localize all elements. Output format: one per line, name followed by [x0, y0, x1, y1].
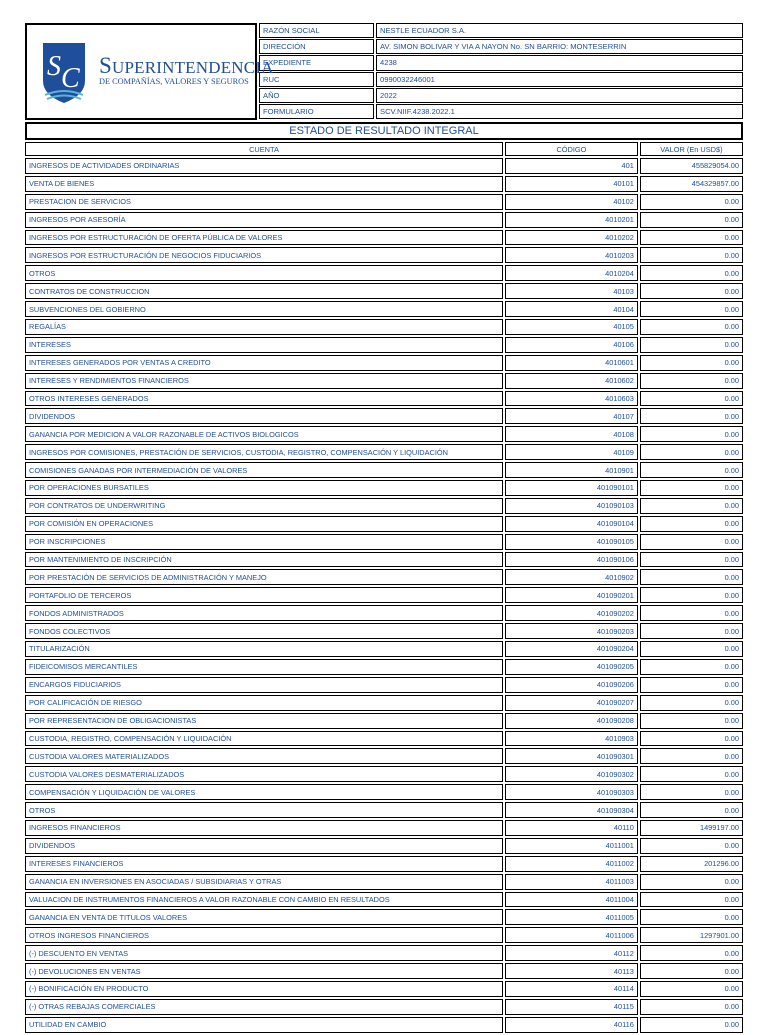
cell-codigo: 4010603 [505, 391, 638, 407]
cell-cuenta: REGALÍAS [25, 319, 503, 335]
cell-valor: 0.00 [640, 319, 743, 335]
table-row [25, 569, 743, 585]
cell-codigo: 401090304 [505, 802, 638, 818]
cell-valor: 0.00 [640, 963, 743, 979]
cell-codigo: 40108 [505, 426, 638, 442]
cell-valor: 0.00 [640, 641, 743, 657]
cell-cuenta: POR CALIFICACIÓN DE RIESGO [25, 695, 503, 711]
cell-valor: 0.00 [640, 945, 743, 961]
table-row [25, 748, 743, 764]
info-row [259, 23, 743, 38]
cell-valor: 0.00 [640, 713, 743, 729]
column-header-valor: VALOR (En USD$) [640, 142, 743, 156]
logo-subtitle: DE COMPAÑÍAS, VALORES Y SEGUROS [99, 77, 249, 86]
cell-codigo: 401090106 [505, 552, 638, 568]
table-row [25, 713, 743, 729]
info-value: SCV.NIIF.4238.2022.1 [376, 104, 743, 119]
cell-cuenta: POR INSCRIPCIONES [25, 534, 503, 550]
cell-codigo: 4010602 [505, 373, 638, 389]
cell-cuenta: ENCARGOS FIDUCIARIOS [25, 677, 503, 693]
cell-valor: 0.00 [640, 462, 743, 478]
cell-valor: 0.00 [640, 802, 743, 818]
cell-codigo: 40112 [505, 945, 638, 961]
cell-codigo: 401090205 [505, 659, 638, 675]
table-row [25, 623, 743, 639]
svg-text:S: S [47, 51, 61, 82]
info-label: AÑO [259, 88, 374, 103]
cell-valor: 0.00 [640, 569, 743, 585]
cell-codigo: 401090201 [505, 587, 638, 603]
table-row [25, 838, 743, 854]
cell-codigo: 4011004 [505, 892, 638, 908]
cell-valor: 0.00 [640, 784, 743, 800]
cell-valor: 0.00 [640, 480, 743, 496]
cell-cuenta: FONDOS ADMINISTRADOS [25, 605, 503, 621]
table-row [25, 999, 743, 1015]
cell-cuenta: POR PRESTACIÓN DE SERVICIOS DE ADMINISTRACIÓN Y MANEJO [25, 569, 503, 585]
cell-codigo: 40102 [505, 194, 638, 210]
table-row [25, 265, 743, 281]
cell-codigo: 4011002 [505, 856, 638, 872]
cell-cuenta: POR COMISIÓN EN OPERACIONES [25, 516, 503, 532]
table-row [25, 820, 743, 836]
cell-cuenta: COMISIONES GANADAS POR INTERMEDIACIÓN DE VALORES [25, 462, 503, 478]
cell-valor: 201296.00 [640, 856, 743, 872]
cell-codigo: 401090302 [505, 766, 638, 782]
table-row [25, 373, 743, 389]
cell-codigo: 40115 [505, 999, 638, 1015]
cell-valor: 0.00 [640, 748, 743, 764]
table-row [25, 695, 743, 711]
table-row [25, 194, 743, 210]
table-row [25, 677, 743, 693]
table-row [25, 945, 743, 961]
cell-codigo: 4010202 [505, 230, 638, 246]
table-row [25, 444, 743, 460]
cell-cuenta: INGRESOS POR ASESORÍA [25, 212, 503, 228]
income-statement-table [23, 140, 745, 1035]
table-row [25, 534, 743, 550]
table-header-row [25, 142, 743, 156]
cell-valor: 0.00 [640, 659, 743, 675]
cell-valor: 0.00 [640, 623, 743, 639]
table-row [25, 802, 743, 818]
cell-cuenta: SUBVENCIONES DEL GOBIERNO [25, 301, 503, 317]
cell-valor: 0.00 [640, 587, 743, 603]
cell-valor: 0.00 [640, 337, 743, 353]
cell-cuenta: POR MANTENIMIENTO DE INSCRIPCIÓN [25, 552, 503, 568]
info-label: DIRECCIÓN [259, 39, 374, 54]
cell-valor: 0.00 [640, 230, 743, 246]
cell-codigo: 4010201 [505, 212, 638, 228]
cell-codigo: 4011005 [505, 909, 638, 925]
cell-codigo: 4010903 [505, 731, 638, 747]
table-row [25, 355, 743, 371]
cell-cuenta: PORTAFOLIO DE TERCEROS [25, 587, 503, 603]
cell-valor: 0.00 [640, 981, 743, 997]
cell-valor: 0.00 [640, 301, 743, 317]
cell-cuenta: UTILIDAD EN CAMBIO [25, 1017, 503, 1033]
info-label: RAZÓN SOCIAL [259, 23, 374, 38]
cell-codigo: 40116 [505, 1017, 638, 1033]
sc-emblem-icon [39, 41, 89, 105]
info-value: 0990032246001 [376, 72, 743, 87]
table-row [25, 927, 743, 943]
table-row [25, 230, 743, 246]
cell-cuenta: DIVIDENDOS [25, 408, 503, 424]
table-row [25, 283, 743, 299]
cell-valor: 0.00 [640, 516, 743, 532]
cell-valor: 0.00 [640, 426, 743, 442]
info-value: AV. SIMON BOLIVAR Y VIA A NAYON No. SN BARRIO: MONTESERRIN [376, 39, 743, 54]
cell-valor: 0.00 [640, 605, 743, 621]
report-title: ESTADO DE RESULTADO INTEGRAL [25, 122, 743, 140]
table-row [25, 731, 743, 747]
cell-codigo: 40105 [505, 319, 638, 335]
cell-cuenta: INGRESOS POR COMISIONES, PRESTACIÓN DE SERVICIOS, CUSTODIA, REGISTRO, COMPENSACIÓN Y LIQUIDACIÓN [25, 444, 503, 460]
table-row [25, 963, 743, 979]
info-row [259, 39, 743, 54]
cell-codigo: 4011006 [505, 927, 638, 943]
cell-codigo: 401090105 [505, 534, 638, 550]
cell-valor: 0.00 [640, 265, 743, 281]
cell-valor: 0.00 [640, 892, 743, 908]
cell-cuenta: POR REPRESENTACION DE OBLIGACIONISTAS [25, 713, 503, 729]
cell-codigo: 4010204 [505, 265, 638, 281]
cell-codigo: 4010902 [505, 569, 638, 585]
cell-cuenta: POR CONTRATOS DE UNDERWRITING [25, 498, 503, 514]
cell-cuenta: (-) BONIFICACIÓN EN PRODUCTO [25, 981, 503, 997]
info-value: NESTLE ECUADOR S.A. [376, 23, 743, 38]
info-label: EXPEDIENTE [259, 55, 374, 70]
cell-codigo: 40113 [505, 963, 638, 979]
cell-valor: 0.00 [640, 498, 743, 514]
info-value: 4238 [376, 55, 743, 70]
info-label: RUC [259, 72, 374, 87]
table-row [25, 516, 743, 532]
table-row [25, 301, 743, 317]
table-row [25, 981, 743, 997]
cell-valor: 0.00 [640, 677, 743, 693]
cell-codigo: 40103 [505, 283, 638, 299]
table-row [25, 659, 743, 675]
cell-codigo: 40110 [505, 820, 638, 836]
column-header-codigo: CÓDIGO [505, 142, 638, 156]
cell-codigo: 401090208 [505, 713, 638, 729]
cell-valor: 1297901.00 [640, 927, 743, 943]
cell-codigo: 40101 [505, 176, 638, 192]
cell-valor: 0.00 [640, 695, 743, 711]
table-row [25, 552, 743, 568]
cell-valor: 0.00 [640, 838, 743, 854]
info-value: 2022 [376, 88, 743, 103]
cell-cuenta: DIVIDENDOS [25, 838, 503, 854]
cell-valor: 0.00 [640, 247, 743, 263]
cell-cuenta: TITULARIZACIÓN [25, 641, 503, 657]
info-label: FORMULARIO [259, 104, 374, 119]
cell-valor: 0.00 [640, 731, 743, 747]
cell-codigo: 401090301 [505, 748, 638, 764]
cell-codigo: 40109 [505, 444, 638, 460]
table-row [25, 212, 743, 228]
cell-valor: 0.00 [640, 444, 743, 460]
svg-text:C: C [61, 63, 80, 94]
cell-cuenta: GANANCIA EN INVERSIONES EN ASOCIADAS / SUBSIDIARIAS Y OTRAS [25, 874, 503, 890]
cell-codigo: 4010601 [505, 355, 638, 371]
table-row [25, 605, 743, 621]
table-row [25, 426, 743, 442]
cell-valor: 0.00 [640, 408, 743, 424]
cell-cuenta: CUSTODIA, REGISTRO, COMPENSACIÓN Y LIQUIDACIÓN [25, 731, 503, 747]
table-row [25, 176, 743, 192]
cell-cuenta: COMPENSACIÓN Y LIQUIDACIÓN DE VALORES [25, 784, 503, 800]
table-row [25, 480, 743, 496]
cell-cuenta: OTROS [25, 265, 503, 281]
cell-cuenta: INTERESES Y RENDIMIENTOS FINANCIEROS [25, 373, 503, 389]
table-row [25, 408, 743, 424]
cell-valor: 0.00 [640, 373, 743, 389]
cell-codigo: 401090202 [505, 605, 638, 621]
cell-valor: 0.00 [640, 909, 743, 925]
cell-cuenta: (-) DEVOLUCIONES EN VENTAS [25, 963, 503, 979]
table-row [25, 498, 743, 514]
cell-codigo: 401090104 [505, 516, 638, 532]
cell-cuenta: FONDOS COLECTIVOS [25, 623, 503, 639]
cell-codigo: 4011001 [505, 838, 638, 854]
cell-cuenta: (-) OTRAS REBAJAS COMERCIALES [25, 999, 503, 1015]
table-row [25, 462, 743, 478]
cell-valor: 0.00 [640, 212, 743, 228]
table-row [25, 874, 743, 890]
cell-codigo: 4010203 [505, 247, 638, 263]
info-row [259, 88, 743, 103]
cell-valor: 0.00 [640, 391, 743, 407]
cell-valor: 0.00 [640, 999, 743, 1015]
table-row [25, 641, 743, 657]
table-row [25, 391, 743, 407]
cell-valor: 0.00 [640, 874, 743, 890]
table-row [25, 784, 743, 800]
cell-cuenta: CONTRATOS DE CONSTRUCCION [25, 283, 503, 299]
cell-cuenta: INGRESOS DE ACTIVIDADES ORDINARIAS [25, 158, 503, 174]
cell-cuenta: INGRESOS FINANCIEROS [25, 820, 503, 836]
cell-codigo: 401090204 [505, 641, 638, 657]
cell-valor: 0.00 [640, 1017, 743, 1033]
column-header-cuenta: CUENTA [25, 142, 503, 156]
cell-codigo: 401090101 [505, 480, 638, 496]
logo-title: SUPERINTENDENCIA [99, 53, 274, 78]
cell-cuenta: INTERESES GENERADOS POR VENTAS A CREDITO [25, 355, 503, 371]
cell-codigo: 40104 [505, 301, 638, 317]
info-row [259, 72, 743, 87]
cell-cuenta: OTROS INTERESES GENERADOS [25, 391, 503, 407]
table-row [25, 766, 743, 782]
cell-cuenta: OTROS INGRESOS FINANCIEROS [25, 927, 503, 943]
table-row [25, 319, 743, 335]
cell-codigo: 40106 [505, 337, 638, 353]
cell-valor: 0.00 [640, 534, 743, 550]
cell-cuenta: VALUACION DE INSTRUMENTOS FINANCIEROS A VALOR RAZONABLE CON CAMBIO EN RESULTADOS [25, 892, 503, 908]
cell-cuenta: INTERESES FINANCIEROS [25, 856, 503, 872]
cell-cuenta: PRESTACION DE SERVICIOS [25, 194, 503, 210]
cell-codigo: 401 [505, 158, 638, 174]
table-row [25, 337, 743, 353]
table-row [25, 892, 743, 908]
table-row [25, 856, 743, 872]
cell-cuenta: POR OPERACIONES BURSATILES [25, 480, 503, 496]
company-info [259, 23, 743, 120]
report-page [25, 23, 743, 1035]
table-row [25, 247, 743, 263]
cell-cuenta: INGRESOS POR ESTRUCTURACIÓN DE OFERTA PÚBLICA DE VALORES [25, 230, 503, 246]
info-row [259, 104, 743, 119]
table-row [25, 587, 743, 603]
cell-codigo: 401090103 [505, 498, 638, 514]
cell-cuenta: INGRESOS POR ESTRUCTURACIÓN DE NEGOCIOS FIDUCIARIOS [25, 247, 503, 263]
cell-codigo: 401090206 [505, 677, 638, 693]
cell-valor: 0.00 [640, 283, 743, 299]
cell-cuenta: GANANCIA EN VENTA DE TITULOS VALORES [25, 909, 503, 925]
cell-valor: 0.00 [640, 355, 743, 371]
cell-codigo: 401090303 [505, 784, 638, 800]
cell-valor: 454329857.00 [640, 176, 743, 192]
cell-codigo: 4010901 [505, 462, 638, 478]
cell-cuenta: CUSTODIA VALORES DESMATERIALIZADOS [25, 766, 503, 782]
cell-codigo: 401090203 [505, 623, 638, 639]
cell-cuenta: FIDEICOMISOS MERCANTILES [25, 659, 503, 675]
cell-valor: 0.00 [640, 552, 743, 568]
cell-valor: 455829054.00 [640, 158, 743, 174]
table-row [25, 1017, 743, 1033]
cell-valor: 1499197.00 [640, 820, 743, 836]
info-row [259, 55, 743, 70]
report-header [25, 23, 743, 120]
cell-cuenta: (-) DESCUENTO EN VENTAS [25, 945, 503, 961]
cell-cuenta: GANANCIA POR MEDICION A VALOR RAZONABLE DE ACTIVOS BIOLOGICOS [25, 426, 503, 442]
cell-cuenta: VENTA DE BIENES [25, 176, 503, 192]
cell-cuenta: INTERESES [25, 337, 503, 353]
cell-cuenta: OTROS [25, 802, 503, 818]
cell-valor: 0.00 [640, 194, 743, 210]
cell-valor: 0.00 [640, 766, 743, 782]
table-row [25, 158, 743, 174]
cell-codigo: 40107 [505, 408, 638, 424]
cell-cuenta: CUSTODIA VALORES MATERIALIZADOS [25, 748, 503, 764]
cell-codigo: 401090207 [505, 695, 638, 711]
cell-codigo: 4011003 [505, 874, 638, 890]
table-row [25, 909, 743, 925]
cell-codigo: 40114 [505, 981, 638, 997]
